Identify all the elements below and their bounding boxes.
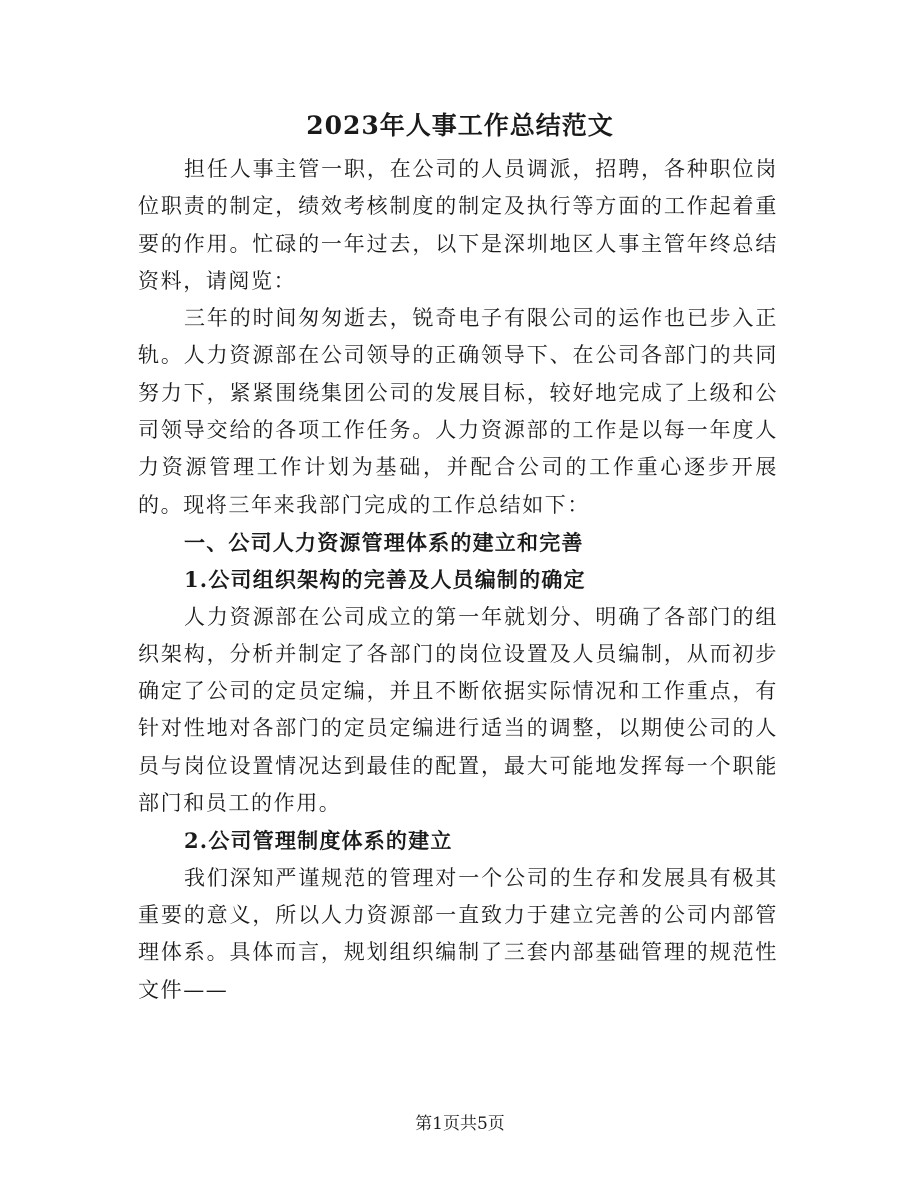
section-heading-1: 一、公司人力资源管理体系的建立和完善 [184,529,584,555]
subsection-heading-1: 1.公司组织架构的完善及人员编制的确定 [184,567,586,593]
intro-paragraph: 担任人事主管一职，在公司的人员调派，招聘，各种职位岗位职责的制定，绩效考核制度的制定及执行等方面的工作起着重要的作用。忙碌的一年过去，以下是深圳地区人事主管年终总结资料，请阅览： [138,157,778,293]
org-structure-paragraph: 人力资源部在公司成立的第一年就划分、明确了各部门的组织架构，分析并制定了各部门的岗位设置及人员编制，从而初步确定了公司的定员定编，并且不断依据实际情况和工作重点，有针对性地对各部门的定员定编进行适当的调整，以期使公司的人员与岗位设置情况达到最佳的配置，最大可能地发挥每一个职能部门和员工的作用。 [138,604,778,816]
summary-paragraph: 三年的时间匆匆逝去，锐奇电子有限公司的运作也已步入正轨。人力资源部在公司领导的正确领导下、在公司各部门的共同努力下，紧紧围绕集团公司的发展目标，较好地完成了上级和公司领导交给的各项工作任务。人力资源部的工作是以每一年度人力资源管理工作计划为基础，并配合公司的工作重心逐步开展的。现将三年来我部门完成的工作总结如下： [138,306,778,517]
management-system-paragraph: 我们深知严谨规范的管理对一个公司的生存和发展具有极其重要的意义，所以人力资源部一直致力于建立完善的公司内部管理体系。具体而言，规划组织编制了三套内部基础管理的规范性文件—— [138,865,778,1002]
subsection-heading-2: 2.公司管理制度体系的建立 [184,828,453,854]
page-number: 第1页共5页 [415,1114,505,1134]
document-title: 2023年人事工作总结范文 [306,111,614,140]
document-body [138,151,778,1009]
